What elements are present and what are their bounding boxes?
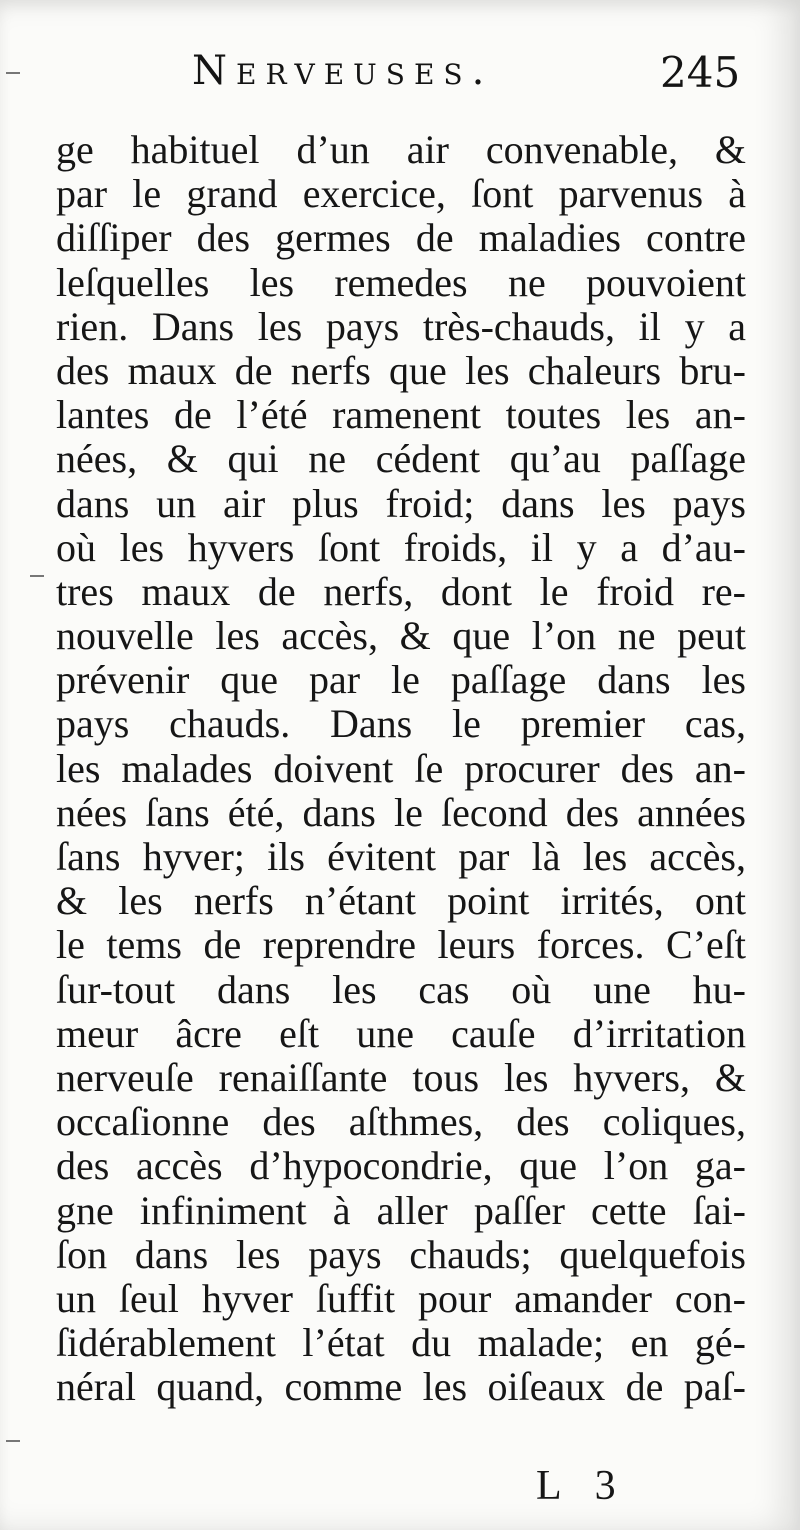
text-line: dans un air plus froid; dans les pays <box>56 480 746 526</box>
text-line: pays chauds. Dans le premier cas, <box>56 701 746 747</box>
page-header <box>0 48 800 108</box>
running-head: Nerveuses. <box>192 48 494 94</box>
text-line: par le grand exercice, ſont parvenus à <box>56 171 746 217</box>
text-line: rien. Dans les pays très-chauds, il y a <box>56 303 746 349</box>
text-line: nouvelle les accès, & que l’on ne peut <box>56 613 746 659</box>
text-line: nerveuſe renaiſſante tous les hyvers, & <box>56 1054 746 1100</box>
text-line: le tems de reprendre leurs forces. C’eſt <box>56 922 746 968</box>
text-line: les malades doivent ſe procurer des an- <box>56 745 746 791</box>
text-line: néral quand, comme les oiſeaux de paſ- <box>56 1364 746 1410</box>
text-line: leſquelles les remedes ne pouvoient <box>56 259 746 305</box>
page-number: 245 <box>660 48 741 97</box>
text-line: ſidérablement l’état du malade; en gé- <box>56 1320 746 1366</box>
text-line: gne infiniment à aller paſſer cette ſai- <box>56 1187 746 1233</box>
text-line: des accès d’hypocondrie, que l’on ga- <box>56 1143 746 1189</box>
text-line: où les hyvers ſont froids, il y a d’au- <box>56 524 746 570</box>
text-line: ſur-tout dans les cas où une hu- <box>56 966 746 1012</box>
text-line: prévenir que par le paſſage dans les <box>56 657 746 703</box>
text-line: meur âcre eſt une cauſe d’irritation <box>56 1010 746 1056</box>
text-line: des maux de nerfs que les chaleurs bru- <box>56 347 746 393</box>
text-line: ſon dans les pays chauds; quelquefois <box>56 1231 746 1277</box>
text-line: ſans hyver; ils évitent par là les accès, <box>56 834 746 879</box>
body-text <box>56 128 746 1409</box>
text-line: & les nerfs n’étant point irrités, ont <box>56 878 746 924</box>
text-line: nées ſans été, dans le ſecond des années <box>56 789 746 835</box>
text-line: nées, & qui ne cédent qu’au paſſage <box>56 436 746 482</box>
text-line: lantes de l’été ramenent toutes les an- <box>56 392 746 438</box>
signature-mark: L 3 <box>536 1463 628 1509</box>
left-margin-mark <box>6 1440 20 1442</box>
text-line: tres maux de nerfs, dont le froid re- <box>56 568 746 614</box>
text-line: occaſionne des aſthmes, des coliques, <box>56 1099 746 1145</box>
left-margin-mark <box>30 575 44 577</box>
text-line: ge habituel d’un air convenable, & <box>56 127 746 172</box>
text-line: diſſiper des germes de maladies contre <box>56 215 746 261</box>
text-line: un ſeul hyver ſuffit pour amander con- <box>56 1275 746 1321</box>
